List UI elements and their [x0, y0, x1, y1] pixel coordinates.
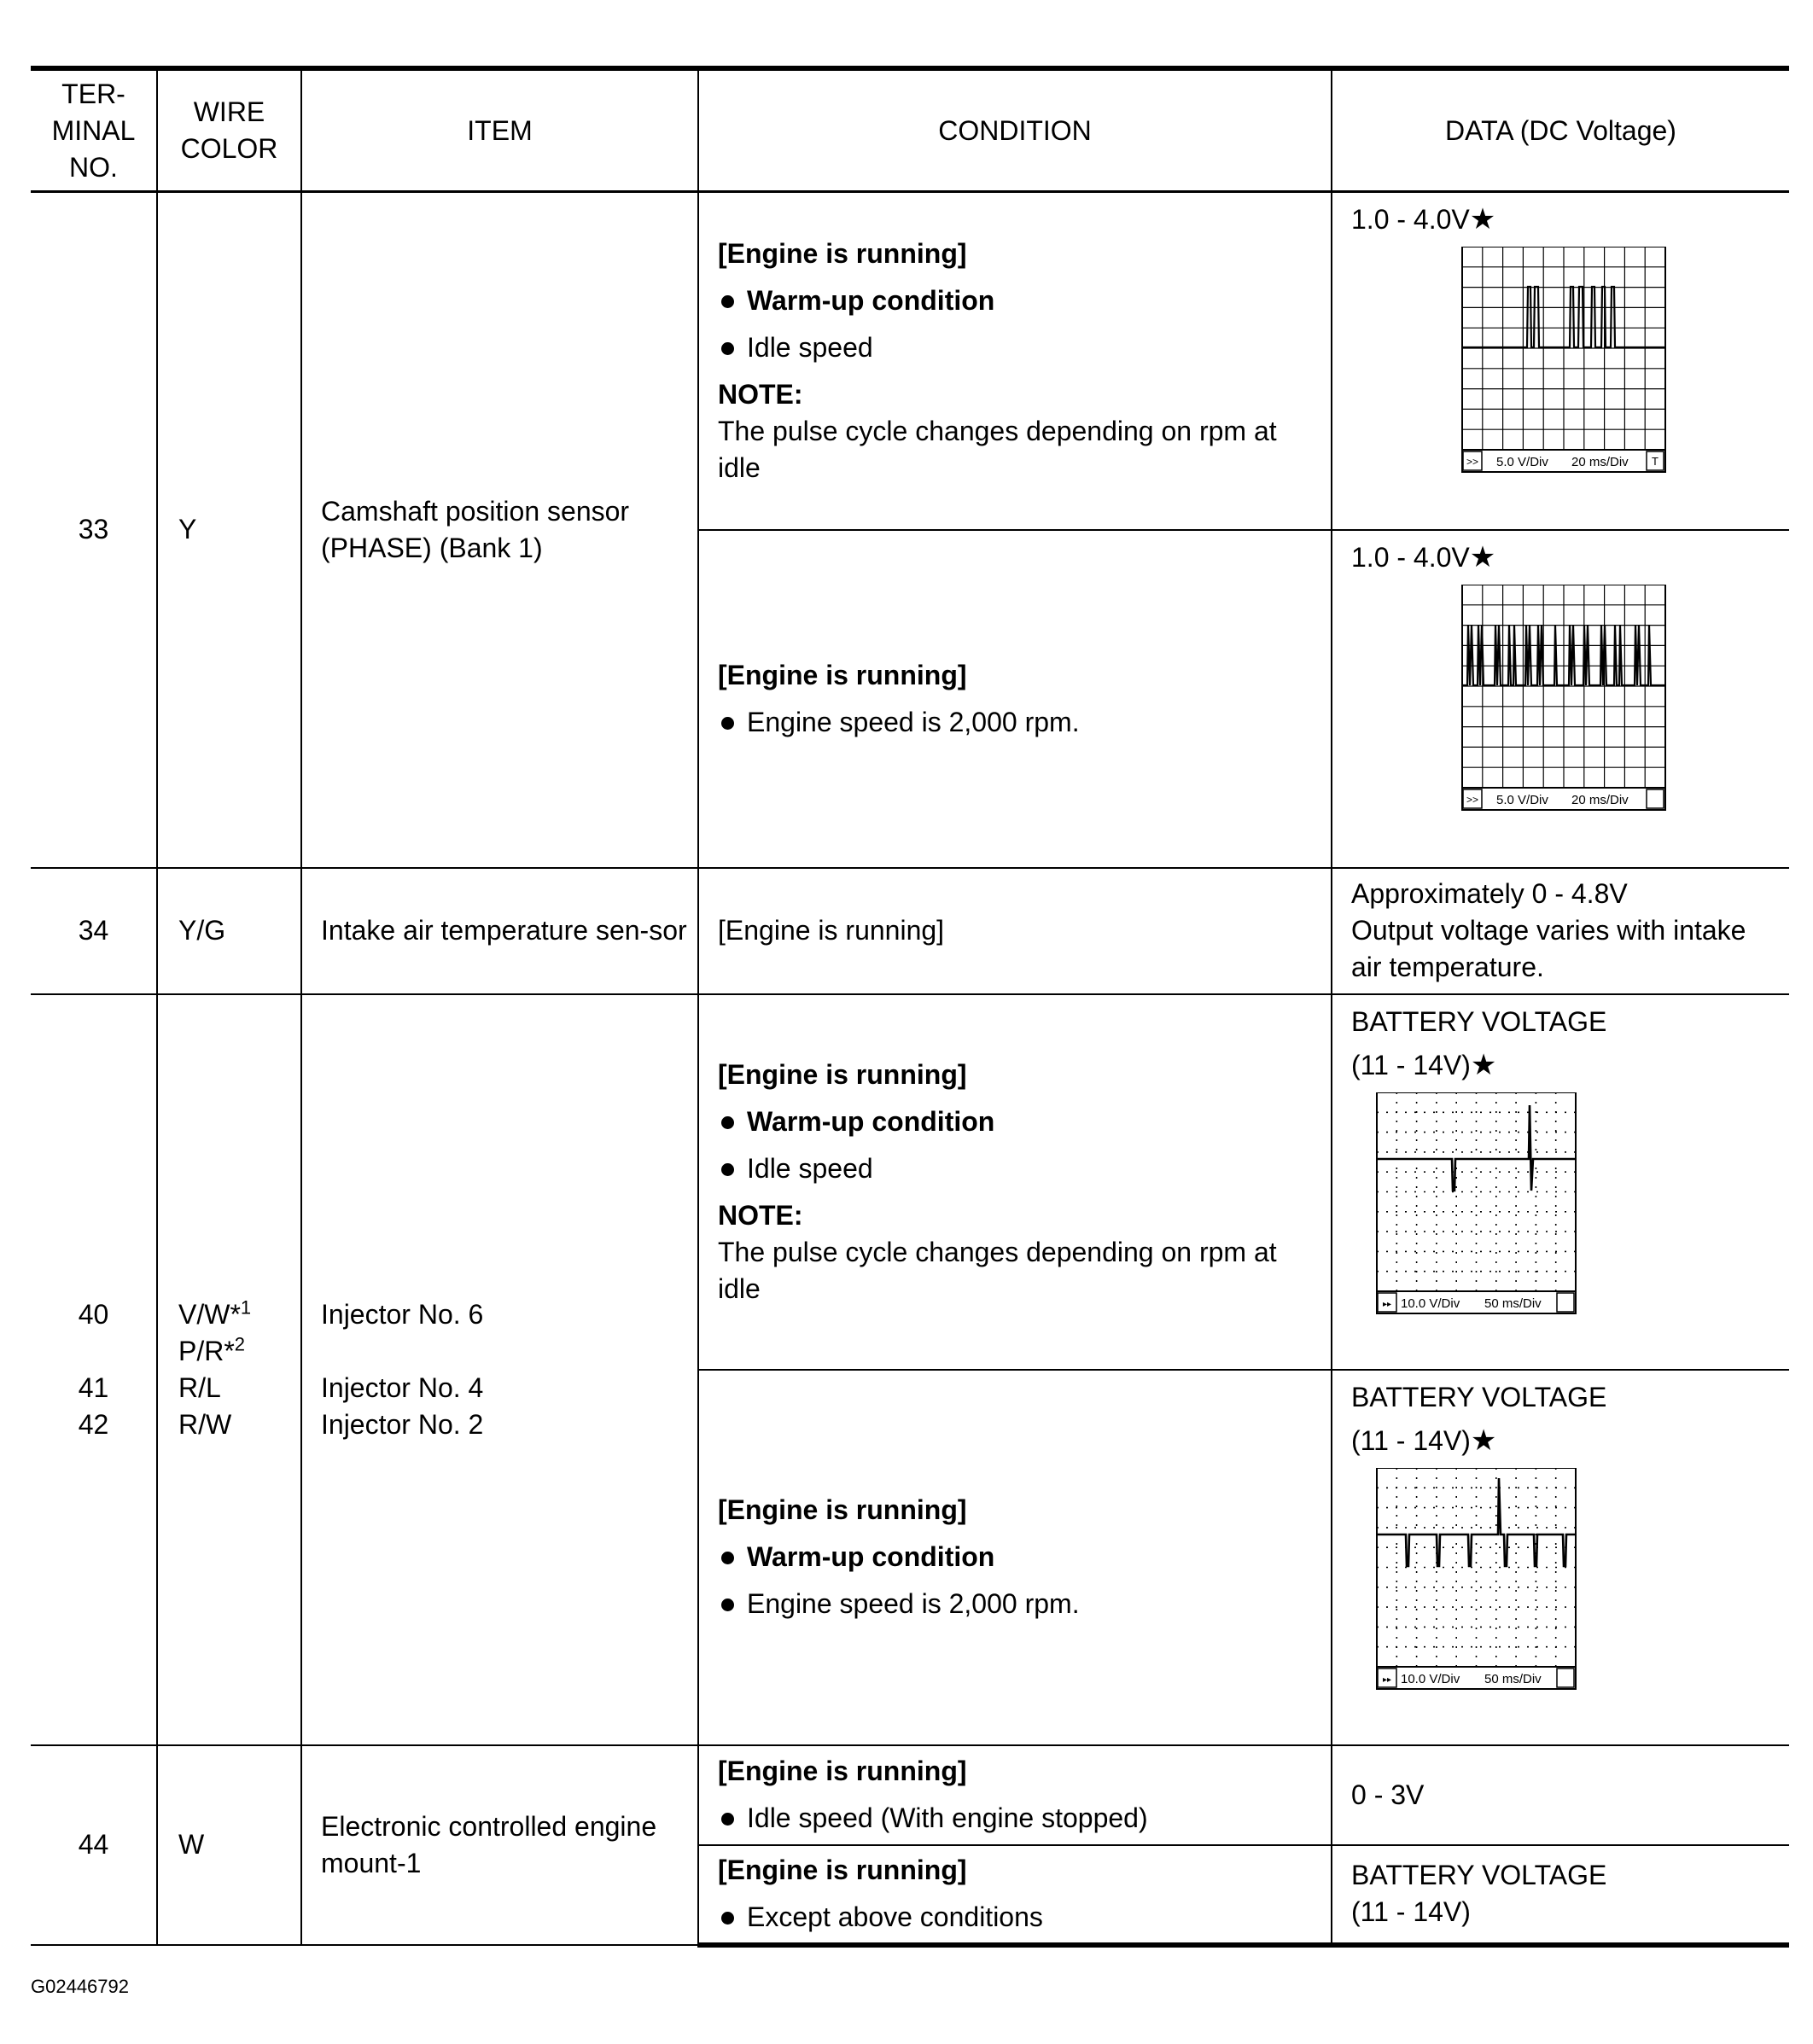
- wire-color-44: W: [157, 1745, 301, 1945]
- wire-color-34: Y/G: [157, 868, 301, 994]
- oscilloscope-waveform-33-idle: [1351, 247, 1781, 477]
- item-33: Camshaft position sensor (PHASE) (Bank 1): [301, 192, 698, 868]
- scope-time-div: 50 ms/Div: [1484, 1671, 1542, 1686]
- wire-color-40-41-42: V/W*$^1$ P/R*$^2$ R/L R/W: [157, 994, 301, 1745]
- scope-forward-button: ▸▸: [1382, 1674, 1392, 1685]
- data-44-other: BATTERY VOLTAGE (11 - 14V): [1332, 1845, 1789, 1945]
- scope-volt-div: 10.0 V/Div: [1401, 1671, 1460, 1686]
- table-row: [31, 994, 1789, 1370]
- header-wire-color: WIRE COLOR: [157, 68, 301, 192]
- condition-44-other: [Engine is running] Except above conditions: [698, 1845, 1332, 1945]
- figure-id: G02446792: [31, 1976, 129, 1997]
- data-40-idle: BATTERY VOLTAGE (11 - 14V)★ ▸▸ 10.0 V/Div 50 ms/Div: [1332, 994, 1789, 1370]
- terminal-33: 33: [31, 192, 157, 868]
- header-condition: CONDITION: [698, 68, 1332, 192]
- data-34: Approximately 0 - 4.8V Output voltage varies with intake air temperature.: [1332, 868, 1789, 994]
- data-33-2000rpm: 1.0 - 4.0V★ >> 5.0 V/Div 20 ms/Div: [1332, 530, 1789, 868]
- scope-volt-div: 5.0 V/Div: [1496, 792, 1548, 807]
- header-terminal: TER- MINAL NO.: [31, 68, 157, 192]
- scope-volt-div: 10.0 V/Div: [1401, 1296, 1460, 1311]
- terminal-40-41-42: 40 41 42: [31, 994, 157, 1745]
- item-34: Intake air temperature sen-sor: [301, 868, 698, 994]
- star-icon: ★: [1469, 203, 1496, 236]
- scope-forward-button: ▸▸: [1382, 1299, 1392, 1309]
- scope-trigger-button: T: [1652, 455, 1659, 468]
- condition-34: [Engine is running]: [698, 868, 1332, 994]
- scope-time-div: 50 ms/Div: [1484, 1296, 1542, 1311]
- terminal-34: 34: [31, 868, 157, 994]
- scope-forward-button: >>: [1466, 793, 1479, 806]
- oscilloscope-waveform-33-2000rpm: [1351, 585, 1781, 815]
- terminal-44: 44: [31, 1745, 157, 1945]
- data-40-2000rpm: BATTERY VOLTAGE (11 - 14V)★ ▸▸ 10.0 V/Div 50 ms/Div: [1332, 1370, 1789, 1745]
- header-item: ITEM: [301, 68, 698, 192]
- condition-33-idle: [Engine is running] Warm-up condition Idle speed NOTE: The pulse cycle changes depending on rpm at idle: [698, 192, 1332, 530]
- table-row: [31, 868, 1789, 994]
- oscilloscope-waveform-40-2000rpm: [1351, 1468, 1781, 1698]
- table-row: [31, 192, 1789, 530]
- terminal-data-table: [31, 66, 1789, 1948]
- header-row: [31, 68, 1789, 192]
- wire-color-33: Y: [157, 192, 301, 868]
- data-33-idle: 1.0 - 4.0V★ >> 5.0 V/Div 20 ms/Div T: [1332, 192, 1789, 530]
- star-icon: ★: [1470, 1048, 1497, 1081]
- scope-forward-button: >>: [1466, 456, 1479, 468]
- condition-44-idle: [Engine is running] Idle speed (With engine stopped): [698, 1745, 1332, 1845]
- scope-time-div: 20 ms/Div: [1571, 455, 1629, 469]
- condition-40-idle: [Engine is running] Warm-up condition Idle speed NOTE: The pulse cycle changes depending on rpm at idle: [698, 994, 1332, 1370]
- item-44: Electronic controlled engine mount-1: [301, 1745, 698, 1945]
- table-row: [31, 1745, 1789, 1845]
- condition-33-2000rpm: [Engine is running] Engine speed is 2,000 rpm.: [698, 530, 1332, 868]
- item-40-41-42: Injector No. 6 Injector No. 4 Injector No. 2: [301, 994, 698, 1745]
- header-data: DATA (DC Voltage): [1332, 68, 1789, 192]
- oscilloscope-waveform-40-idle: [1351, 1092, 1781, 1323]
- condition-40-2000rpm: [Engine is running] Warm-up condition Engine speed is 2,000 rpm.: [698, 1370, 1332, 1745]
- star-icon: ★: [1470, 1424, 1497, 1457]
- data-44-idle: 0 - 3V: [1332, 1745, 1789, 1845]
- scope-volt-div: 5.0 V/Div: [1496, 455, 1548, 469]
- star-icon: ★: [1469, 540, 1496, 574]
- scope-time-div: 20 ms/Div: [1571, 792, 1629, 807]
